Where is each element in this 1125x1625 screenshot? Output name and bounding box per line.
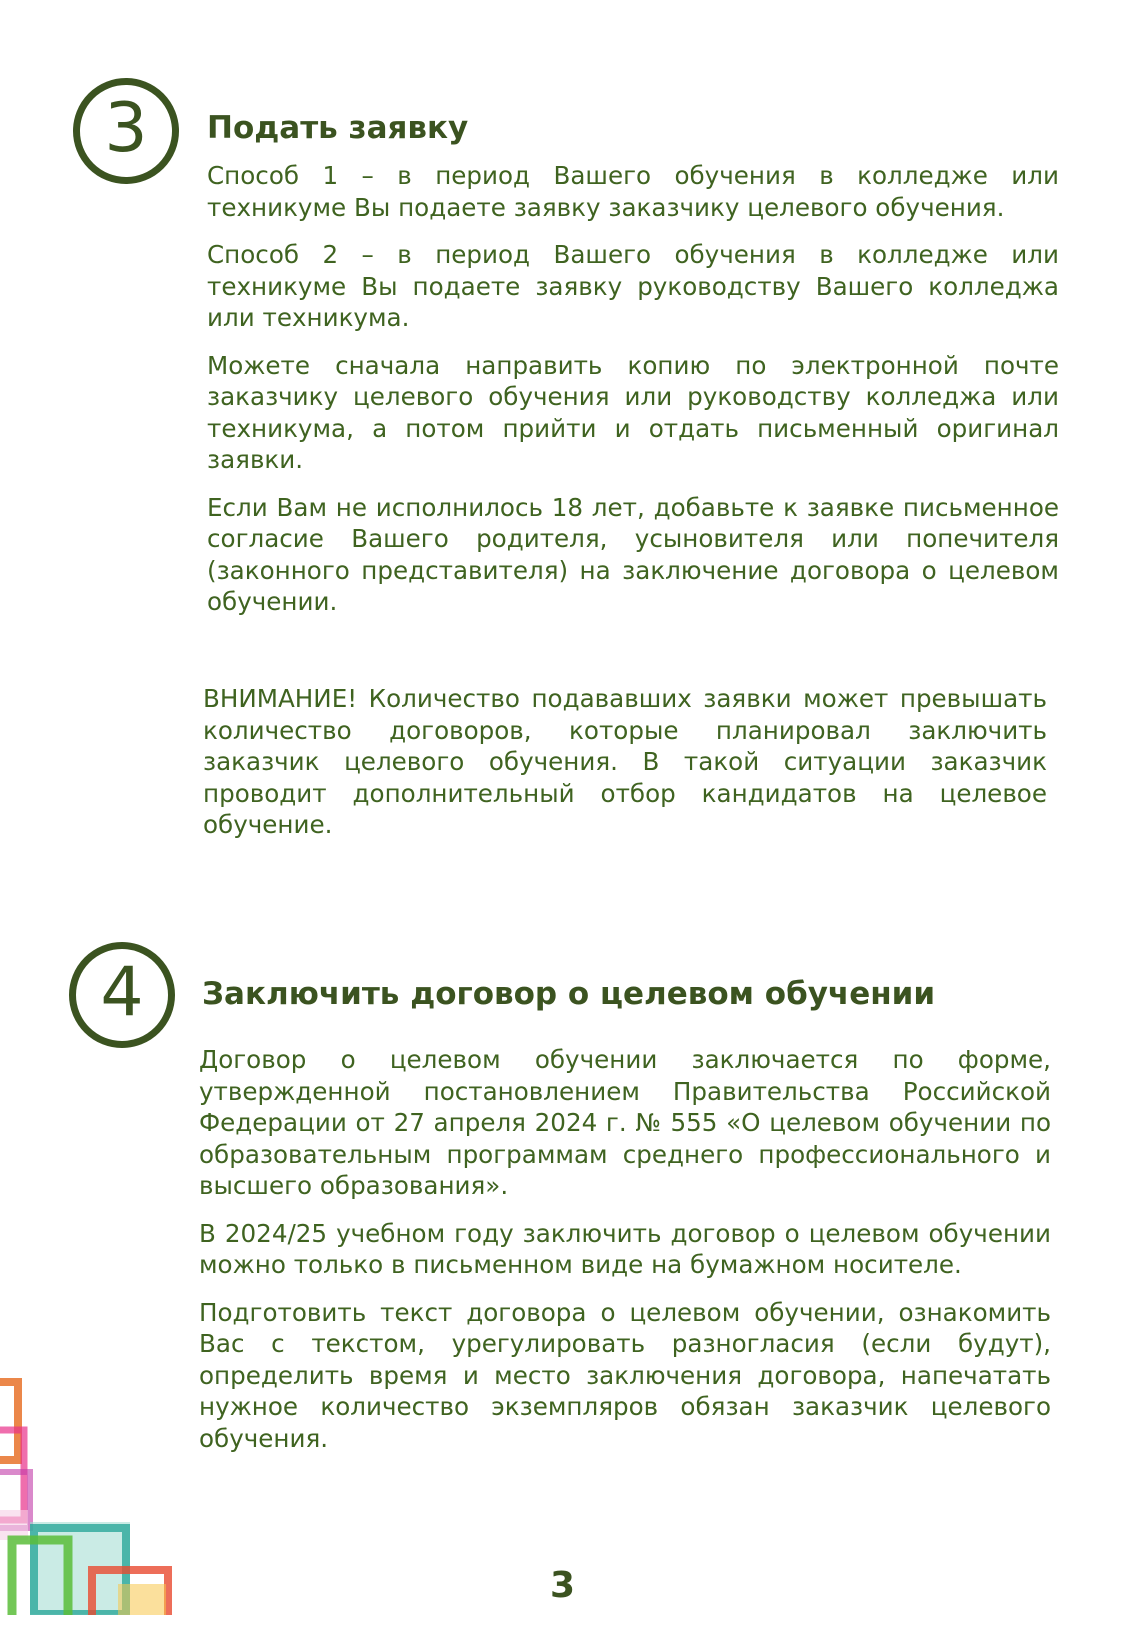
paragraph: Можете сначала направить копию по электронной почте заказчику целевого обучения или руководству колледжа или техникума, а потом прийти и отдать письменный оригинал заявки.	[207, 350, 1059, 474]
paragraph: Если Вам не исполнилось 18 лет, добавьте к заявке письменное согласие Вашего родителя, усыновителя или попечителя (законного представителя) на заключение договора о целевом обучении.	[207, 492, 1059, 616]
step-4-title: Заключить договор о целевом обучении	[202, 976, 936, 1012]
attention-note	[203, 683, 1047, 841]
step-3-title: Подать заявку	[207, 110, 469, 146]
step-number: 3	[104, 89, 148, 168]
attention-text: ВНИМАНИЕ! Количество подававших заявки может превышать количество договоров, которые планировал заключить заказчик целевого обучения. В такой ситуации заказчик проводит дополнительный отбор кандидатов на целевое обучение.	[203, 684, 1047, 839]
paragraph: Способ 1 – в период Вашего обучения в колледже или техникуме Вы подаете заявку заказчику целевого обучения.	[207, 161, 1059, 222]
paragraph: Подготовить текст договора о целевом обучении, ознакомить Вас с текстом, урегулировать разногласия (если будут), определить время и место заключения договора, напечатать нужное количество экземпляров обязан заказчик целевого обучения.	[199, 1297, 1051, 1453]
paragraph: Способ 2 – в период Вашего обучения в колледже или техникуме Вы подаете заявку руководству Вашего колледжа или техникума.	[207, 240, 1059, 332]
step-3-body	[207, 160, 1059, 618]
step-number-4-badge	[69, 942, 175, 1048]
step-number: 4	[100, 953, 144, 1032]
page-number: 3	[549, 1565, 576, 1606]
step-4-body	[199, 1044, 1051, 1454]
paragraph: Договор о целевом обучении заключается по форме, утвержденной постановлением Правительства Российской Федерации от 27 апреля 2024 г. № 555 «О целевом обучении по образовательным программам среднего профессионального и высшего образования».	[199, 1045, 1051, 1200]
paragraph: В 2024/25 учебном году заключить договор о целевом обучении можно только в письменном виде на бумажном носителе.	[199, 1218, 1051, 1279]
step-number-3-badge	[73, 78, 179, 184]
